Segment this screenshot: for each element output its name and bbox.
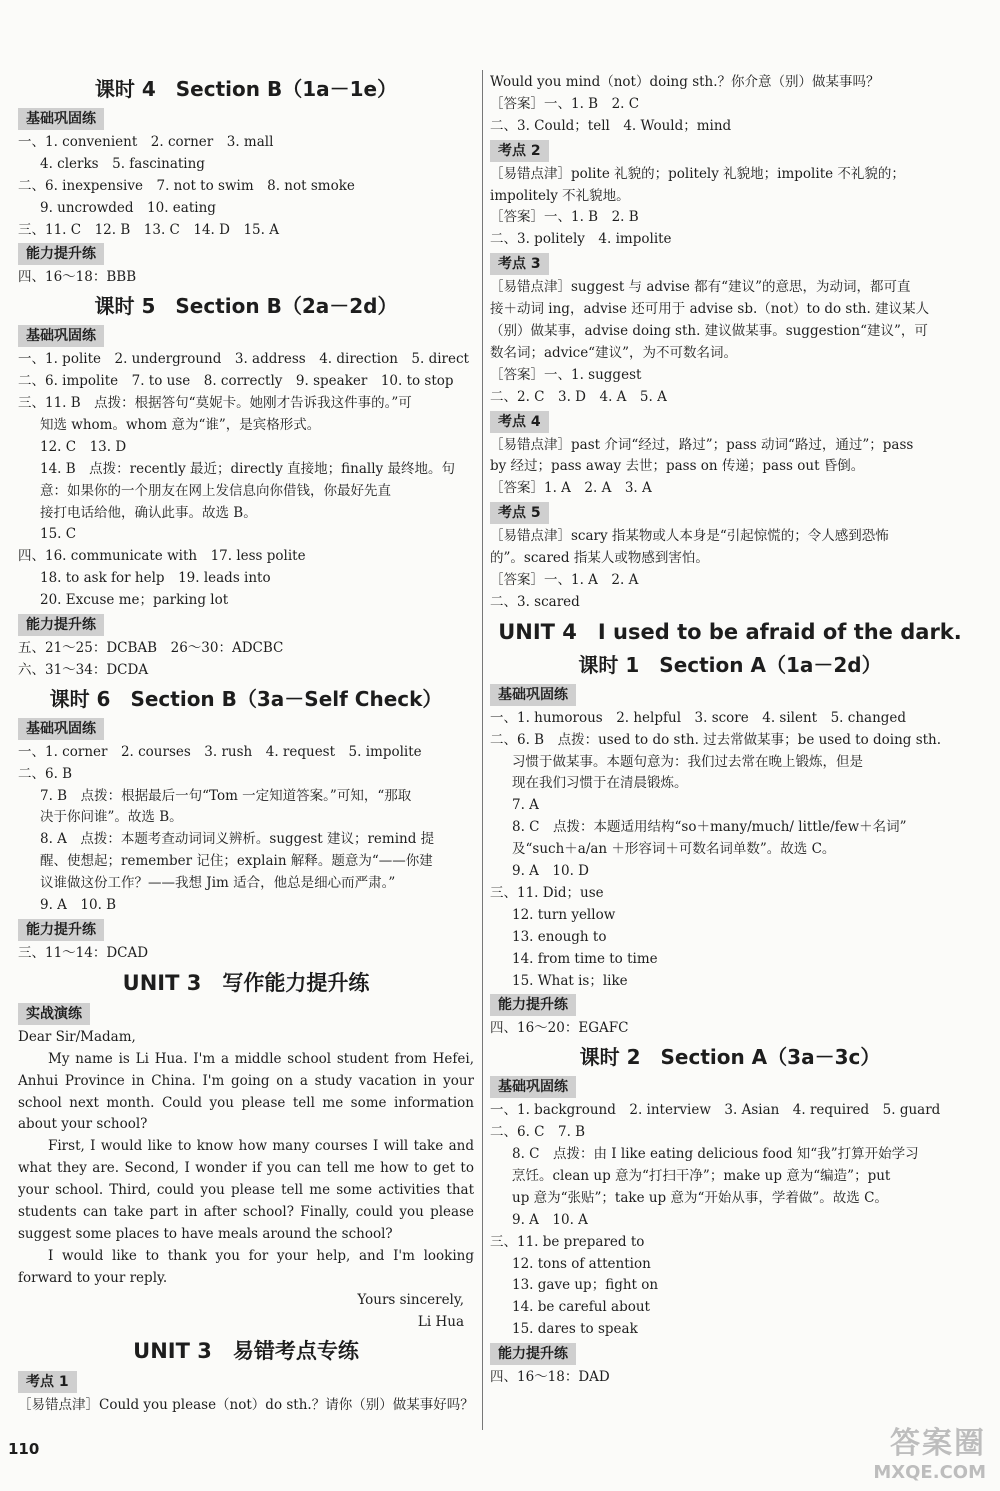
answer-line: 一、1. polite 2. underground 3. address 4. direction 5. direct [18, 351, 469, 368]
answer-line: 14. B 点拨：recently 最近；directly 直接地；finally 最终地。句 [40, 460, 455, 477]
answer-line: 8. C 点拨：本题适用结构“so＋many/much/ little/few＋名词” [512, 819, 907, 836]
answer-line: Would you mind（not）doing sth.？你介意（别）做某事吗？ [490, 74, 880, 90]
letter-paragraph: I would like to thank you for your help, and I'm looking forward to your reply. [18, 1247, 474, 1286]
section-tag-row [18, 612, 474, 638]
unit-title: UNIT 4 I used to be afraid of the dark. [498, 619, 962, 644]
answer-line: 7. B 点拨：根据最后一句“Tom 一定知道答案。”可知，“那取 [40, 787, 412, 804]
answer-line: by 经过；pass away 去世；pass on 传递；pass out 昏倒。 [490, 458, 865, 475]
answer-line: 意：如果你的一个朋友在网上发信息向你借钱，你最好先直 [40, 482, 391, 499]
answer-line: 二、6. B 点拨：used to do sth. 过去常做某事；be used to doing sth. [490, 731, 942, 748]
answer-line: 四、16～20：EGAFC [490, 1020, 629, 1037]
section-tag-row [490, 138, 970, 164]
answer-line: 二、3. politely 4. impolite [490, 231, 672, 248]
answer-line: 4. clerks 5. fascinating [40, 155, 205, 172]
section-tag-row [490, 1341, 970, 1367]
answer-line: ［答案］一、1. A 2. A [490, 572, 639, 589]
section-tag-row [490, 992, 970, 1018]
answer-line: 三、11. be prepared to [490, 1233, 645, 1250]
answer-line: Dear Sir/Madam, [18, 1028, 136, 1045]
section-tag: 考点 4 [490, 411, 549, 433]
answer-line: 议谁做这份工作？——我想 Jim 适合，他总是细心而严肃。” [40, 875, 396, 892]
section-tag: 考点 3 [490, 253, 549, 275]
answer-line: ［答案］一、1. B 2. C [490, 95, 640, 112]
answer-line: 四、16～18：DAD [490, 1369, 610, 1386]
answer-line: 8. A 点拨：本题考查动词词义辨析。suggest 建议；remind 提 [40, 831, 435, 848]
section-tag: 考点 1 [18, 1371, 77, 1393]
section-tag: 考点 2 [490, 140, 549, 162]
answer-line: 一、1. humorous 2. helpful 3. score 4. silent 5. changed [490, 709, 907, 726]
section-tag-row [18, 1369, 474, 1395]
section-tag-row [18, 106, 474, 132]
answer-line: 二、6. inexpensive 7. not to swim 8. not smoke [18, 177, 355, 194]
section-title: 课时 2 Section A（3a－3c） [579, 1045, 881, 1070]
answer-line: 7. A [512, 797, 539, 814]
section-tag: 能力提升练 [490, 994, 576, 1016]
answer-line: 五、21～25：DCBAB 26～30：ADCBC [18, 640, 284, 657]
answer-line: 一、1. background 2. interview 3. Asian 4. required 5. guard [490, 1102, 941, 1119]
answer-line: 14. from time to time [512, 950, 658, 967]
section-tag: 能力提升练 [490, 1343, 576, 1365]
answer-line: 醒、使想起；remember 记住；explain 解释。题意为“——你建 [40, 853, 433, 870]
answer-line: 的”。scared 指某人或物感到害怕。 [490, 550, 709, 567]
answer-line: 9. A 10. D [512, 863, 590, 880]
answer-line: 六、31～34：DCDA [18, 661, 149, 678]
section-tag-row [490, 500, 970, 526]
answer-line: ［答案］一、1. suggest [490, 366, 642, 383]
section-title: 课时 5 Section B（2a－2d） [94, 294, 398, 319]
letter-paragraph: First, I would like to know how many courses I will take and what they are. Second, I wonder if you can tell me how to get to your school. Third, could you please tell me some activities that students can take part in after school? Finally, could you please suggest some places to have meals around the school? [18, 1138, 474, 1242]
answer-line: 18. to ask for help 19. leads into [40, 570, 271, 587]
page-number: 110 [8, 1440, 40, 1458]
section-tag: 实战演练 [18, 1003, 90, 1025]
letter-paragraph: My name is Li Hua. I'm a middle school student from Hefei, Anhui Province in China. I'm going on a study vacation in your school next month. Could you please tell me some information about your school? [18, 1050, 474, 1133]
section-tag-row [490, 251, 970, 277]
section-title: 课时 6 Section B（3a－Self Check） [49, 686, 443, 711]
answer-line: up 意为“张贴”；take up 意为“开始从事，学着做”。故选 C。 [512, 1189, 888, 1206]
letter-signature: Yours sincerely, [357, 1291, 464, 1308]
section-tag-row [490, 409, 970, 435]
answer-line: 三、11. C 12. B 13. C 14. D 15. A [18, 221, 279, 238]
answer-line: 二、3. scared [490, 593, 580, 610]
answer-line: 接＋动词 ing，advise 还可用于 advise sb.（not）to do sth. 建议某人 [490, 301, 930, 318]
section-tag: 基础巩固练 [18, 108, 104, 130]
answer-line: 12. turn yellow [512, 906, 616, 923]
answer-line: 及“such＋a/an ＋形容词＋可数名词单数”。故选 C。 [512, 841, 836, 858]
answer-line: 一、1. convenient 2. corner 3. mall [18, 134, 274, 150]
section-tag: 能力提升练 [18, 614, 104, 636]
answer-line: 接打电话给他，确认此事。故选 B。 [40, 504, 257, 521]
watermark-url: MXQE.COM [873, 1462, 986, 1483]
answer-line: 三、11. Did；use [490, 884, 604, 901]
section-tag: 能力提升练 [18, 919, 104, 941]
answer-line: 一、1. corner 2. courses 3. rush 4. request 5. impolite [18, 743, 422, 760]
letter-signature: Li Hua [417, 1313, 464, 1330]
answer-line: 数名词；advice“建议”，为不可数名词。 [490, 344, 737, 361]
section-tag: 基础巩固练 [18, 325, 104, 347]
answer-line: 四、16～18：BBB [18, 269, 137, 286]
section-title: 课时 1 Section A（1a－2d） [578, 652, 882, 677]
answer-line: 20. Excuse me；parking lot [40, 592, 229, 609]
answer-line: 13. gave up；fight on [512, 1277, 659, 1294]
answer-line: ［易错点津］past 介词“经过，路过”；pass 动词“路过，通过”；pass [490, 436, 914, 453]
answer-line: 二、3. Could；tell 4. Would；mind [490, 117, 732, 134]
section-tag: 能力提升练 [18, 243, 104, 265]
answer-line: ［易错点津］polite 礼貌的；politely 礼貌地；impolite 不礼貌的； [490, 165, 905, 182]
answer-line: 9. A 10. B [40, 897, 117, 914]
answer-line: 烹饪。clean up 意为“打扫干净”；make up 意为“编造”；put [512, 1167, 891, 1184]
answer-line: 决于你问谁”。故选 B。 [40, 809, 183, 826]
section-title: 课时 4 Section B（1a－1e） [94, 77, 398, 101]
answer-line: 12. C 13. D [40, 438, 127, 455]
watermark-logo [873, 1418, 986, 1483]
section-tag-row [18, 1001, 474, 1027]
section-tag: 考点 5 [490, 502, 549, 524]
answer-line: 13. enough to [512, 928, 607, 945]
column-divider [482, 70, 483, 1430]
answer-line: 9. uncrowded 10. eating [40, 199, 216, 216]
section-tag-row [490, 1074, 970, 1100]
section-tag-row [18, 917, 474, 943]
answer-line: impolitely 不礼貌地。 [490, 187, 630, 204]
answer-line: 8. C 点拨：由 I like eating delicious food 知“我”打算开始学习 [512, 1146, 919, 1163]
unit-title: UNIT 3 易错考点专练 [133, 1339, 359, 1364]
answer-line: 15. dares to speak [512, 1321, 638, 1338]
answer-line: 习惯于做某事。本题句意为：我们过去常在晚上锻炼，但是 [512, 753, 863, 770]
answer-line: 15. What is；like [512, 972, 628, 989]
answer-line: （别）做某事，advise doing sth. 建议做某事。suggestion“建议”，可 [490, 323, 928, 340]
answer-line: 15. C [40, 526, 77, 543]
section-tag: 基础巩固练 [490, 684, 576, 706]
section-tag-row [18, 716, 474, 742]
answer-line: ［易错点津］suggest 与 advise 都有“建议”的意思，为动词，都可直 [490, 279, 911, 296]
section-tag-row [490, 682, 970, 708]
answer-line: 三、11. B 点拨：根据答句“莫妮卡。她刚才告诉我这件事的。”可 [18, 395, 412, 412]
left-column [18, 72, 474, 1417]
answer-line: ［答案］一、1. B 2. B [490, 209, 639, 226]
answer-line: ［易错点津］scary 指某物或人本身是“引起惊慌的；令人感到恐怖 [490, 528, 889, 545]
answer-line: 现在我们习惯于在清晨锻炼。 [512, 775, 688, 792]
section-tag-row [18, 323, 474, 349]
answer-line: 二、6. impolite 7. to use 8. correctly 9. speaker 10. to stop [18, 373, 454, 390]
answer-line: 二、6. C 7. B [490, 1124, 586, 1141]
answer-line: 二、6. B [18, 765, 73, 782]
answer-line: 四、16. communicate with 17. less polite [18, 548, 306, 565]
section-tag: 基础巩固练 [490, 1076, 576, 1098]
answer-line: ［易错点津］Could you please（not）do sth.？请你（别）做某事好吗？ [18, 1397, 474, 1414]
unit-title: UNIT 3 写作能力提升练 [122, 970, 370, 995]
answer-line: 12. tons of attention [512, 1255, 651, 1272]
watermark-text: 答案圈 [890, 1426, 986, 1461]
section-tag: 基础巩固练 [18, 718, 104, 740]
answer-line: ［答案］1. A 2. A 3. A [490, 480, 652, 497]
section-tag-row [18, 241, 474, 267]
answer-line: 三、11～14：DCAD [18, 944, 149, 961]
answer-line: 二、2. C 3. D 4. A 5. A [490, 388, 667, 405]
right-column [490, 72, 970, 1389]
answer-line: 知选 whom。whom 意为“谁”，是宾格形式。 [40, 417, 321, 434]
answer-line: 9. A 10. A [512, 1211, 588, 1228]
answer-line: 14. be careful about [512, 1299, 650, 1316]
